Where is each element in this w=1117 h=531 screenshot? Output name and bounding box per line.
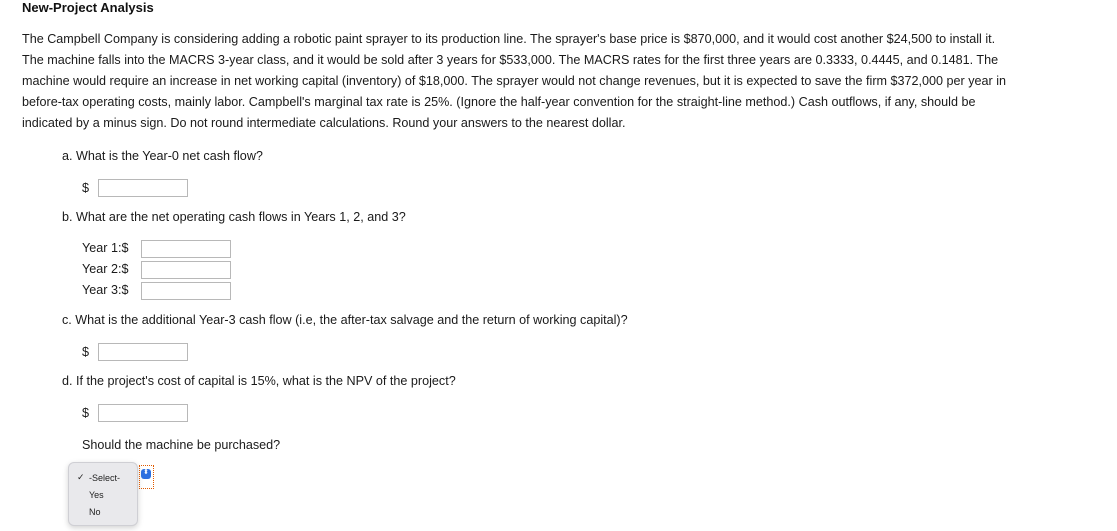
question-a: a. What is the Year-0 net cash flow? xyxy=(62,149,263,163)
question-d: d. If the project's cost of capital is 15%, what is the NPV of the project? xyxy=(62,374,456,388)
purchase-select[interactable] xyxy=(139,465,154,489)
intro-line: The Campbell Company is considering adding a robotic paint sprayer to its production line. The sprayer's base price is $870,000, and it would cost another $24,500 to install it. xyxy=(22,32,996,46)
question-c: c. What is the additional Year-3 cash flow (i.e, the after-tax salvage and the return of working capital)? xyxy=(62,313,628,327)
intro-line: indicated by a minus sign. Do not round intermediate calculations. Round your answers to the nearest dollar. xyxy=(22,116,626,130)
dropdown-option-select[interactable] xyxy=(69,470,137,486)
year0-cash-flow-input[interactable] xyxy=(98,179,188,197)
up-down-arrows-icon: ⬍ xyxy=(143,469,149,476)
intro-line: before-tax operating costs, mainly labor. Campbell's marginal tax rate is 25%. (Ignore the half-year convention for the straight-line method.) Cash outflows, if any, should be xyxy=(22,95,976,109)
intro-line: The machine falls into the MACRS 3-year class, and it would be sold after 3 years for $533,000. The MACRS rates for the first three years are 0.3333, 0.4445, and 0.1481. The xyxy=(22,53,999,67)
purchase-question: Should the machine be purchased? xyxy=(82,438,281,452)
npv-input[interactable] xyxy=(98,404,188,422)
dollar-sign: $ xyxy=(82,345,90,359)
dollar-sign: $ xyxy=(82,406,90,420)
year1-cash-flow-input[interactable] xyxy=(141,240,231,258)
select-arrows-button[interactable] xyxy=(141,469,151,479)
option-label: Yes xyxy=(89,490,104,500)
year2-cash-flow-input[interactable] xyxy=(141,261,231,279)
dropdown-option-no[interactable] xyxy=(69,504,137,520)
option-label: -Select- xyxy=(89,473,121,483)
checkmark-icon: ✓ xyxy=(77,472,85,482)
year3-label: Year 3:$ xyxy=(82,283,129,297)
dropdown-option-yes[interactable] xyxy=(69,487,137,503)
option-label: No xyxy=(89,507,101,517)
year3-cash-flow-input[interactable] xyxy=(141,282,231,300)
question-b: b. What are the net operating cash flows in Years 1, 2, and 3? xyxy=(62,210,406,224)
intro-line: machine would require an increase in net working capital (inventory) of $18,000. The sprayer would not change revenues, but it is expected to save the firm $372,000 per year in xyxy=(22,74,1007,88)
page-title: New-Project Analysis xyxy=(22,0,154,15)
dollar-sign: $ xyxy=(82,181,90,195)
year1-label: Year 1:$ xyxy=(82,241,129,255)
purchase-dropdown-menu[interactable] xyxy=(68,462,138,526)
year3-additional-cash-flow-input[interactable] xyxy=(98,343,188,361)
problem-statement xyxy=(22,29,1112,134)
year2-label: Year 2:$ xyxy=(82,262,129,276)
